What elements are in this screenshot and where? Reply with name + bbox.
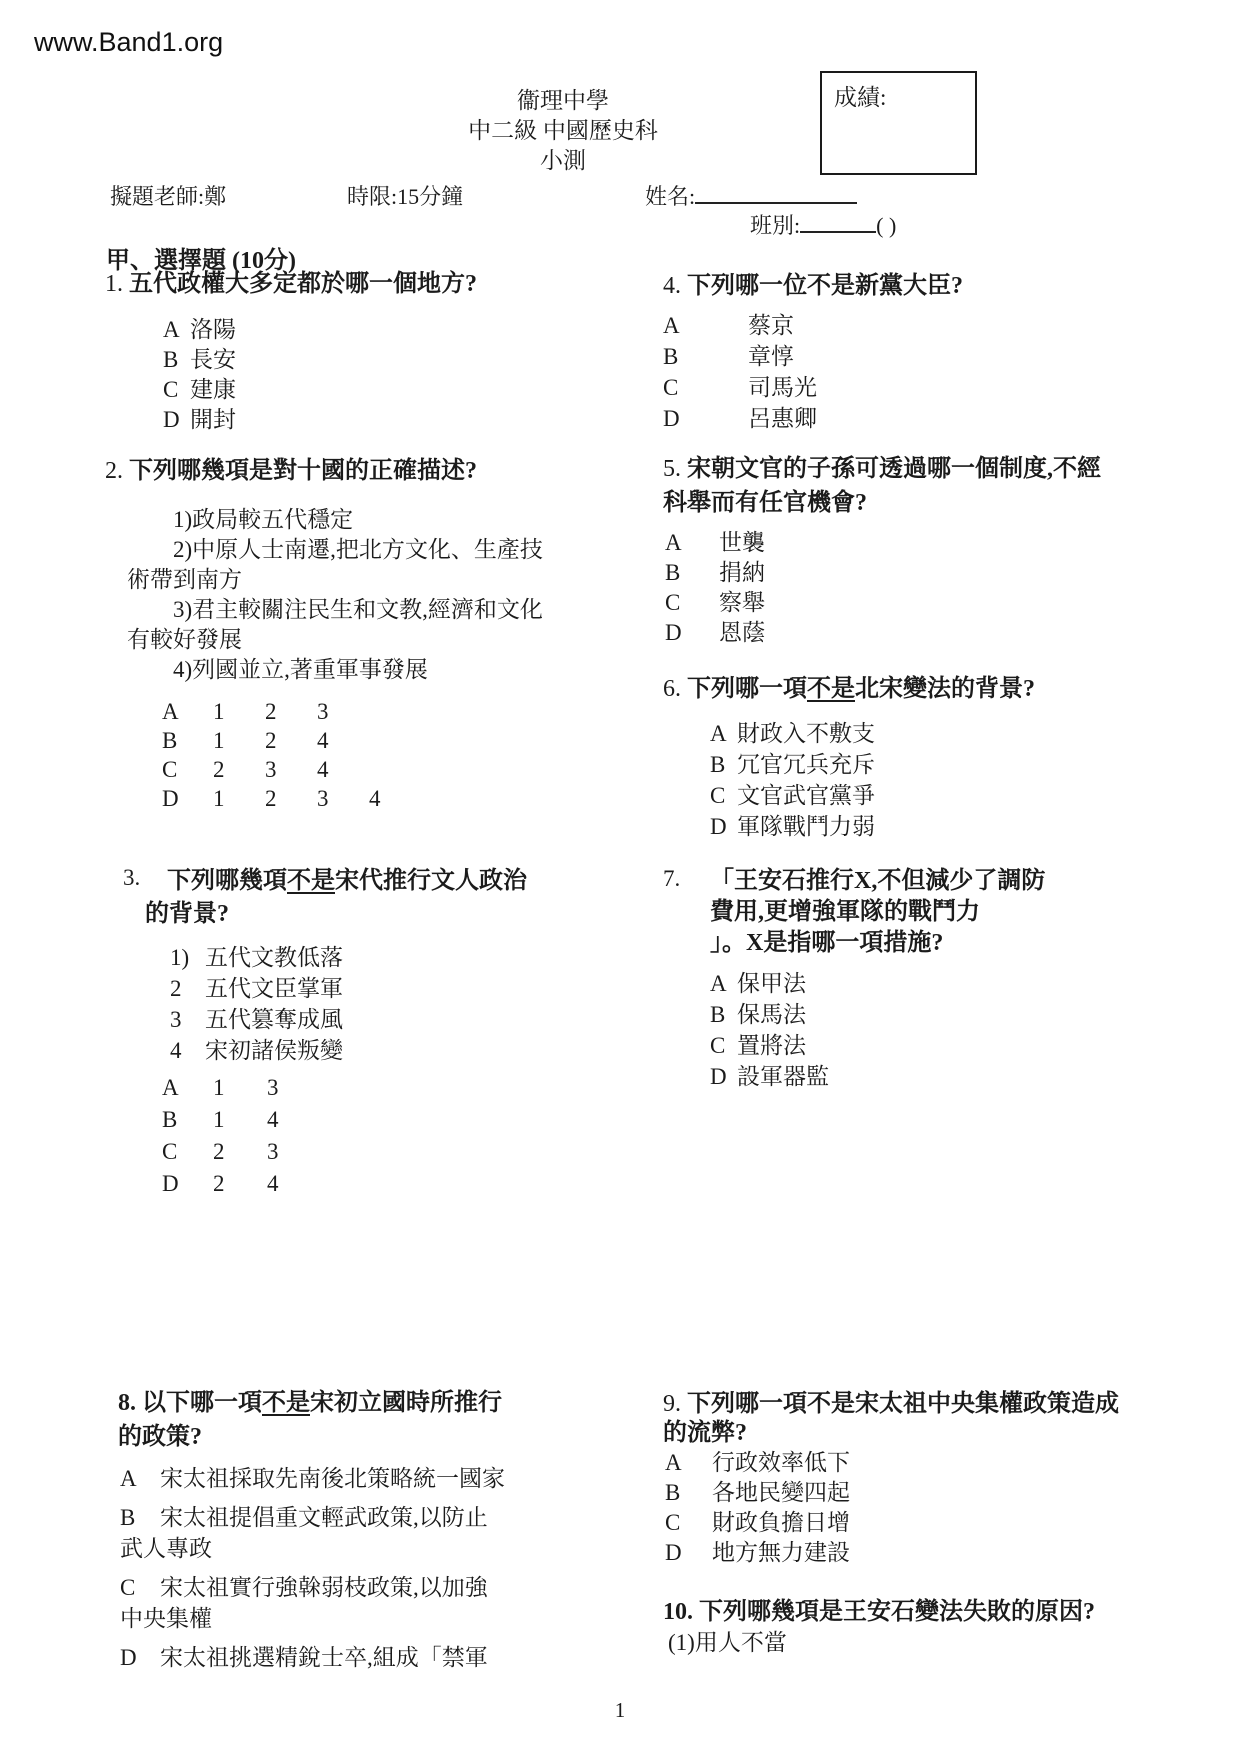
option-a: A 保甲法 — [710, 971, 806, 996]
option-a: A 蔡京 — [663, 313, 794, 338]
option-b: B 1 2 4 — [162, 728, 329, 753]
option-c: C 建康 — [163, 377, 236, 402]
option-d: D 軍隊戰鬥力弱 — [710, 814, 875, 839]
question-4 — [663, 270, 1133, 434]
question-2-stem: 2. 下列哪幾項是對十國的正確描述? — [105, 458, 477, 484]
option-c: C 2 3 — [162, 1139, 279, 1164]
item-1: 1) 五代文教低落 — [170, 945, 343, 970]
item-2-cont: 術帶到南方 — [127, 567, 242, 592]
item-4: 4 宋初諸侯叛變 — [170, 1038, 343, 1063]
section-heading: 甲、選擇題 (10分) — [106, 248, 296, 274]
question-7 — [663, 866, 1133, 1092]
option-c: C 司馬光 — [663, 375, 817, 400]
question-3-stem: 下列哪幾項不是宋代推行文人政治 的背景? — [145, 868, 527, 927]
option-c: C 察舉 — [665, 590, 765, 615]
option-d: D 2 4 — [162, 1171, 279, 1196]
question-10-item-1: (1)用人不當 — [668, 1630, 787, 1655]
option-a: A 財政入不敷支 — [710, 721, 875, 746]
option-b: B 保馬法 — [710, 1002, 806, 1027]
teacher-label: 擬題老師:鄭 — [110, 184, 227, 209]
question-3-options — [105, 1072, 625, 1200]
option-a: A 1 3 — [162, 1075, 279, 1100]
question-number: 8. — [118, 1390, 136, 1416]
item-2: 2)中原人士南遷,把北方文化、生產技 — [173, 537, 543, 562]
underlined-word: 不是 — [262, 1390, 310, 1416]
question-10-stem: 10. 下列哪幾項是王安石變法失敗的原因? — [663, 1599, 1095, 1625]
question-2 — [105, 455, 635, 813]
question-number: 7. — [663, 866, 681, 891]
option-b: B 章惇 — [663, 344, 794, 369]
option-d: D 開封 — [163, 407, 236, 432]
score-label: 成績: — [834, 85, 887, 110]
question-1 — [105, 268, 625, 435]
class-field — [750, 209, 896, 240]
item-1: 1)政局較五代穩定 — [173, 507, 354, 532]
question-3-items — [105, 942, 625, 1066]
question-5-options — [663, 528, 1133, 648]
question-8 — [105, 1386, 625, 1681]
name-field — [645, 180, 857, 211]
underlined-word: 不是 — [807, 676, 855, 702]
option-b: B 1 4 — [162, 1107, 279, 1132]
option-d: D 呂惠卿 — [663, 406, 817, 431]
question-6 — [663, 673, 1133, 842]
option-c: C 2 3 4 — [162, 757, 329, 782]
info-row — [0, 180, 1240, 208]
question-8-options — [120, 1463, 625, 1673]
option-b: B 各地民變四起 — [665, 1480, 850, 1505]
option-a: A 1 2 3 — [162, 699, 329, 724]
item-3: 3)君主較關注民生和文教,經濟和文化 — [173, 597, 543, 622]
option-b: B 冗官冗兵充斥 — [710, 752, 875, 777]
question-number: 4. — [663, 273, 681, 299]
question-1-stem: 1. 五代政權大多定都於哪一個地方? — [105, 271, 477, 297]
question-number: 2. — [105, 458, 123, 484]
time-limit-label: 時限:15分鐘 — [347, 184, 464, 209]
class-blank-line — [800, 211, 876, 233]
test-name: 小測 — [540, 148, 586, 173]
question-6-stem: 6. 下列哪一項不是北宋變法的背景? — [663, 676, 1035, 702]
class-label: 班別: — [750, 213, 801, 238]
option-a: A 洛陽 — [163, 317, 236, 342]
question-5-stem: 5. 宋朝文官的子孫可透過哪一個制度,不經 科舉而有任官機會? — [663, 456, 1101, 516]
question-4-options — [663, 310, 1133, 434]
item-2: 2 五代文臣掌軍 — [170, 976, 343, 1001]
item-3-cont: 有較好發展 — [127, 627, 242, 652]
question-number: 10. — [663, 1599, 693, 1625]
option-d: D 恩蔭 — [665, 620, 765, 645]
grade-subject: 中二級 中國歷史科 — [468, 118, 658, 143]
question-2-items — [105, 505, 635, 685]
question-number: 6. — [663, 676, 681, 702]
option-b: B 宋太祖提倡重文輕武政策,以防止 武人專政 — [120, 1505, 488, 1561]
option-d: D 設軍器監 — [710, 1064, 829, 1089]
watermark: www.Band1.org — [34, 27, 224, 57]
option-d: D 地方無力建設 — [665, 1540, 850, 1565]
class-paren: ( ) — [876, 213, 897, 238]
question-number: 1. — [105, 271, 123, 297]
option-a: A 宋太祖採取先南後北策略統一國家 — [120, 1466, 505, 1491]
question-8-stem: 8. 以下哪一項不是宋初立國時所推行 的政策? — [118, 1390, 502, 1450]
question-9-options — [665, 1448, 1143, 1568]
option-b: B 長安 — [163, 347, 236, 372]
score-box — [820, 71, 977, 175]
question-4-stem: 4. 下列哪一位不是新黨大臣? — [663, 273, 963, 299]
name-blank-line — [695, 182, 857, 204]
option-b: B 捐納 — [665, 560, 765, 585]
question-10 — [663, 1596, 1143, 1658]
option-c: C 置將法 — [710, 1033, 806, 1058]
item-3: 3 五代篡奪成風 — [170, 1007, 343, 1032]
question-5 — [663, 452, 1133, 648]
option-a: A 行政效率低下 — [665, 1450, 850, 1475]
school-name: 衞理中學 — [517, 88, 609, 113]
option-d: D 1 2 3 4 — [162, 786, 381, 811]
question-1-options — [163, 315, 625, 435]
option-c: C 宋太祖實行強榦弱枝政策,以加強 中央集權 — [120, 1575, 488, 1631]
question-number: 3. — [123, 865, 141, 890]
option-c: C 財政負擔日增 — [665, 1510, 850, 1535]
question-7-options — [710, 968, 1133, 1092]
underlined-word: 不是 — [287, 868, 335, 894]
question-6-options — [710, 718, 1133, 842]
option-a: A 世襲 — [665, 530, 765, 555]
question-9 — [663, 1390, 1143, 1568]
page-number: 1 — [614, 1698, 626, 1722]
option-c: C 文官武官黨爭 — [710, 783, 875, 808]
option-d: D 宋太祖挑選精銳士卒,組成「禁軍 — [120, 1645, 488, 1670]
question-3 — [105, 865, 625, 1200]
item-4: 4)列國並立,著重軍事發展 — [173, 657, 428, 682]
question-7-stem: 「王安石推行X,不但減少了調防 費用,更增強軍隊的戰鬥力 」。X是指哪一項措施? — [710, 868, 1046, 956]
question-9-stem: 9. 下列哪一項不是宋太祖中央集權政策造成 的流弊? — [663, 1391, 1119, 1446]
question-2-options — [105, 697, 635, 813]
name-label: 姓名: — [645, 184, 696, 209]
question-number: 9. — [663, 1391, 681, 1417]
question-number: 5. — [663, 456, 681, 482]
